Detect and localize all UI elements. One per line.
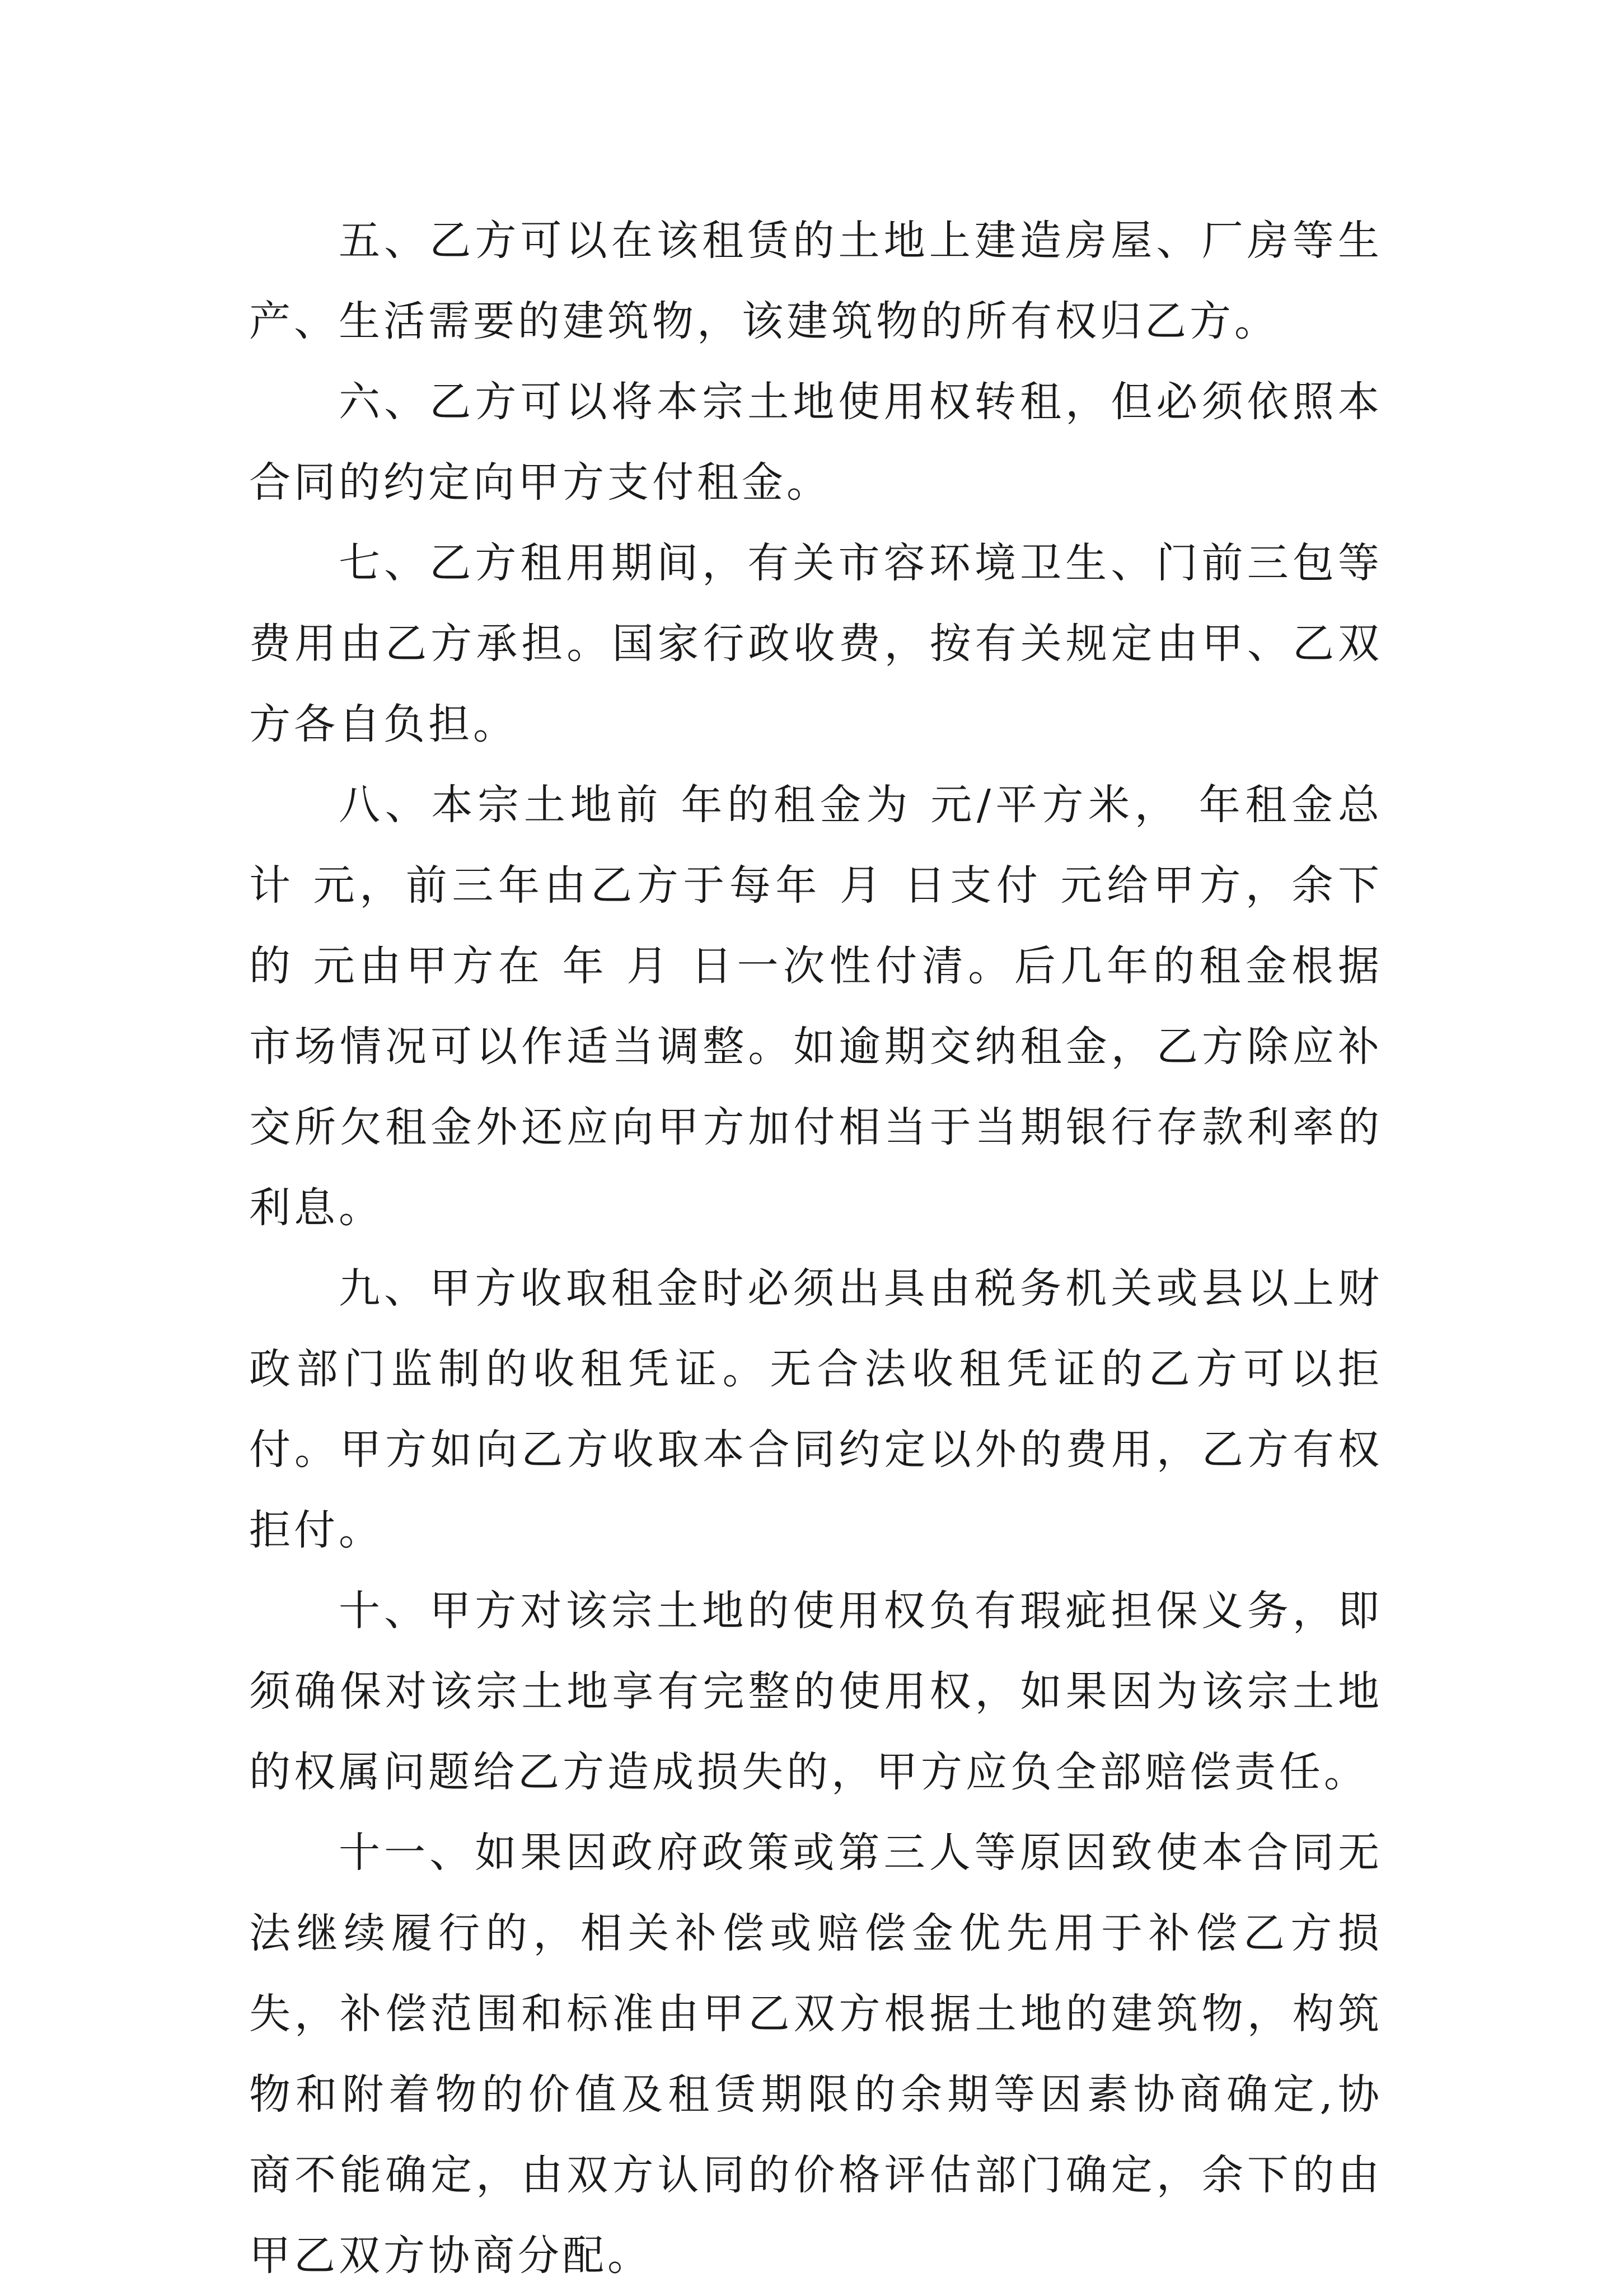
clause-8: 八、本宗土地前 年的租金为 元/平方米， 年租金总计 元，前三年由乙方于每年 月 日支付 元给甲方，余下的 元由甲方在 年 月 日一次性付清。后几年的租金根据市场情况可以作适当调整。如逾期交纳租金，乙方除应补交所欠租金外还应向甲方加付相当于当期银行存款利率的利息。: [249, 781, 1383, 1232]
clause-11: 十一、如果因政府政策或第三人等原因致使本合同无法继续履行的，相关补偿或赔偿金优先用于补偿乙方损失，补偿范围和标准由甲乙双方根据土地的建筑物，构筑物和附着物的价值及租赁期限的余期等因素协商确定,协商不能确定，由双方认同的价格评估部门确定，余下的由甲乙双方协商分配。: [249, 1829, 1383, 2280]
clause-7: 七、乙方租用期间，有关市容环境卫生、门前三包等费用由乙方承担。国家行政收费，按有关规定由甲、乙双方各自负担。: [249, 539, 1383, 748]
contract-body: [249, 200, 1383, 2296]
clause-10: 十、甲方对该宗土地的使用权负有瑕疵担保义务，即须确保对该宗土地享有完整的使用权，如果因为该宗土地的权属问题给乙方造成损失的，甲方应负全部赔偿责任。: [249, 1587, 1383, 1796]
clause-6: 六、乙方可以将本宗土地使用权转租，但必须依照本合同的约定向甲方支付租金。: [249, 378, 1383, 507]
clause-5: 五、乙方可以在该租赁的土地上建造房屋、厂房等生产、生活需要的建筑物，该建筑物的所有权归乙方。: [249, 217, 1383, 345]
clause-9: 九、甲方收取租金时必须出具由税务机关或县以上财政部门监制的收租凭证。无合法收租凭证的乙方可以拒付。甲方如向乙方收取本合同约定以外的费用，乙方有权拒付。: [249, 1264, 1383, 1554]
